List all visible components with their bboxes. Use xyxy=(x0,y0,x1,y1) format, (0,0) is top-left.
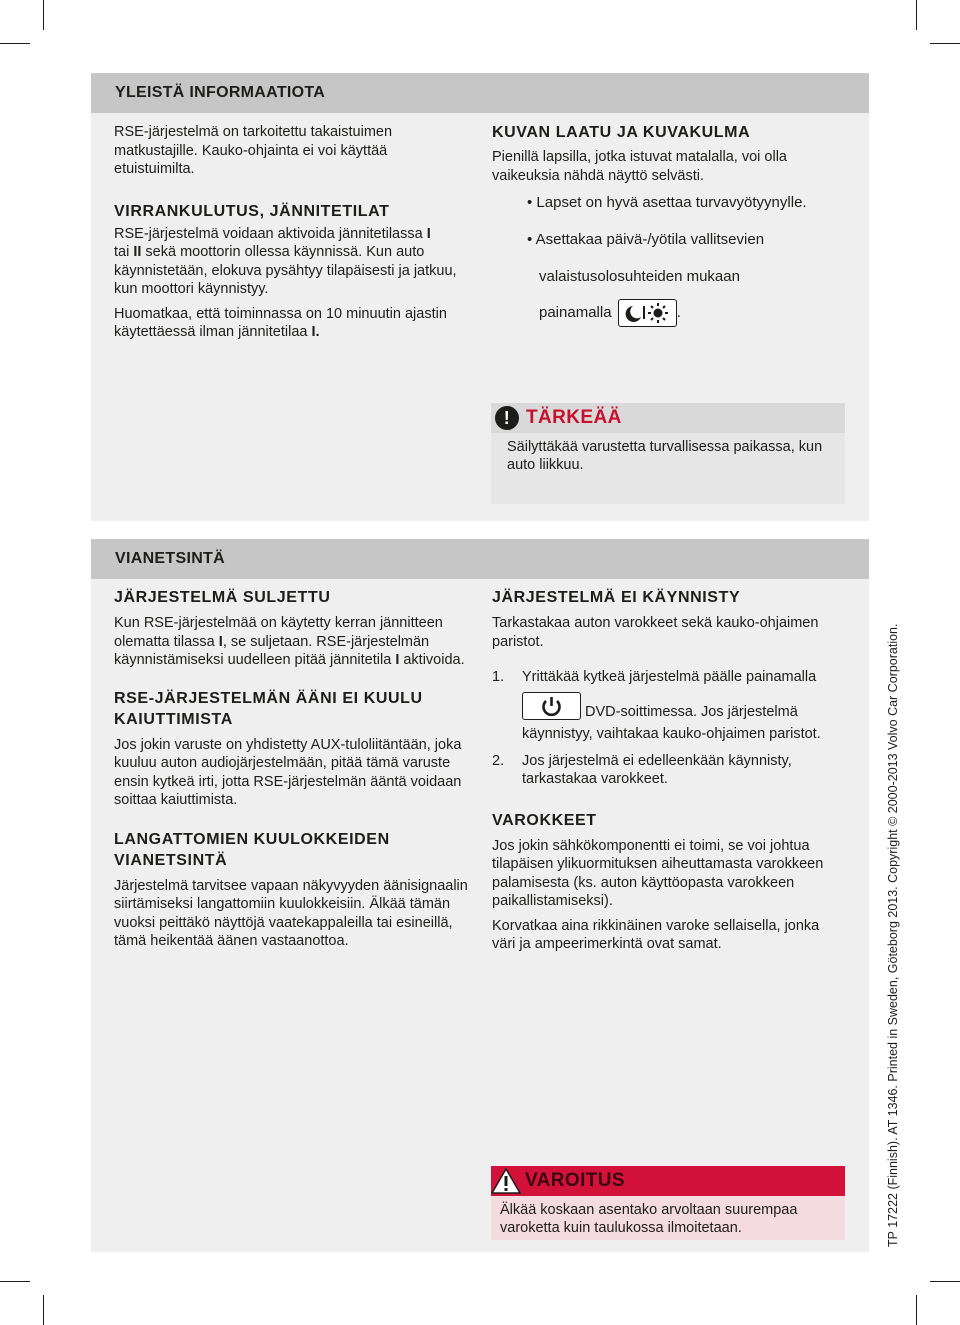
bullet-day-night-press: painamalla . xyxy=(492,299,852,327)
important-title: TÄRKEÄÄ xyxy=(526,407,622,428)
step-1 xyxy=(492,668,844,744)
crop-mark xyxy=(916,1295,917,1325)
no-sound-heading: RSE-JÄRJESTELMÄN ÄÄNI EI KUULU KAIUTTIMISTA xyxy=(114,689,423,728)
bullet-day-night: • Asettakaa päivä-/yötila vallitsevien xyxy=(527,231,765,248)
warning-title: VAROITUS xyxy=(525,1170,625,1191)
bullet-belt-cushion: • Lapset on hyvä asettaa turvavyötyynylle. xyxy=(527,194,807,211)
fuses-heading: VAROKKEET xyxy=(492,811,597,829)
step-1-number: 1. xyxy=(492,669,505,685)
no-sound-text: Jos jokin varuste on yhdistetty AUX-tuloliitäntään, joka kuuluu auton audiojärjestelmään, pitää tämä varuste ensin kytkeä irti, jotta RSE-järjestelmän ääntä voidaan soittaa kaiuttimista. xyxy=(114,736,462,808)
crop-mark xyxy=(43,0,44,30)
warning-triangle-icon xyxy=(491,1168,521,1194)
important-box xyxy=(491,403,845,504)
step-1-text-cont2: käynnistyy, vaihtakaa kauko-ohjaimen paristot. xyxy=(522,726,821,742)
step-2-number: 2. xyxy=(492,752,505,769)
crop-mark xyxy=(930,43,960,44)
intro-text: RSE-järjestelmä on tarkoitettu takaistuimen matkustajille. Kauko-ohjainta ei voi käyttää etuistuimilta. xyxy=(114,124,393,177)
no-start-text: Tarkastakaa auton varokkeet sekä kauko-ohjaimen paristot. xyxy=(492,615,819,650)
power-icon xyxy=(522,692,581,720)
step-2 xyxy=(492,752,844,789)
important-header xyxy=(491,403,845,433)
important-text: Säilyttäkää varustetta turvallisessa paikassa, kun auto liikkuu. xyxy=(507,439,823,473)
system-closed-heading: JÄRJESTELMÄ SULJETTU xyxy=(114,589,331,606)
crop-mark xyxy=(43,1295,44,1325)
day-night-icon xyxy=(618,299,677,327)
step-2-text: Jos järjestelmä ei edelleenkään käynnisty, tarkastakaa varokkeet. xyxy=(522,752,792,787)
wireless-text: Järjestelmä tarvitsee vapaan näkyvyyden äänisignaalin siirtämiseksi langattomiin kuulokkeisiin. Älkää tämän vuoksi peittäkö näyttöjä vaatekappaleilla tai esineillä, tämä heikentää äänen vastaanottoa. xyxy=(114,877,468,949)
wireless-heading: LANGATTOMIEN KUULOKKEIDEN VIANETSINTÄ xyxy=(114,830,390,869)
image-quality-column xyxy=(492,123,852,327)
image-quality-heading: KUVAN LAATU JA KUVAKULMA xyxy=(492,124,751,141)
no-start-heading: JÄRJESTELMÄ EI KÄYNNISTY xyxy=(492,589,741,606)
general-info-heading xyxy=(91,73,869,113)
image-quality-text: Pienillä lapsilla, jotka istuvat matalalla, voi olla vaikeuksia nähdä näyttö selvästi. xyxy=(492,149,787,184)
timer-note: Huomatkaa, että toiminnassa on 10 minuutin ajastin käytettäessä ilman jännitetilaa I. xyxy=(114,305,447,340)
crop-mark xyxy=(0,43,30,44)
crop-mark xyxy=(0,1281,30,1282)
troubleshooting-right-column xyxy=(492,588,844,954)
crop-mark xyxy=(916,0,917,30)
system-closed-text: Kun RSE-järjestelmää on käytetty kerran jännitteen olematta tilassa I, se suljetaan. RSE-järjestelmän käynnistämiseksi uudelleen pitää jännitetila I aktivoida. xyxy=(114,615,465,668)
fuses-text-1: Jos jokin sähkökomponentti ei toimi, se voi johtua tilapäisen ylikuormituksen aiheuttamasta varokkeen palamisesta (ks. auton käyttöopasta varokkeen paikallistamiseksi). xyxy=(492,837,824,909)
warning-text: Älkää koskaan asentako arvoltaan suurempaa varoketta kuin taulukossa ilmoitetaan. xyxy=(500,1202,798,1236)
step-1-text: Yrittäkää kytkeä järjestelmä päälle painamalla xyxy=(522,669,817,685)
general-info-heading-text: YLEISTÄ INFORMAATIOTA xyxy=(115,84,326,101)
troubleshooting-left-column xyxy=(114,588,476,951)
general-info-left-column xyxy=(114,123,474,342)
crop-mark xyxy=(930,1281,960,1282)
bullet-day-night-cont: valaistusolosuhteiden mukaan xyxy=(539,268,740,285)
power-heading: VIRRANKULUTUS, JÄNNITETILAT xyxy=(114,202,390,220)
step-1-text-cont: DVD-soittimessa. Jos järjestelmä xyxy=(522,692,844,722)
warning-header xyxy=(491,1166,845,1196)
power-text: RSE-järjestelmä voidaan aktivoida jännitetilassa I tai II sekä moottorin ollessa käynnissä. Kun auto käynnistetään, elokuva pysähtyy tilapäisesti ja jatkuu, kun moottori käynnistyy. xyxy=(114,225,457,297)
troubleshooting-heading-text: VIANETSINTÄ xyxy=(115,550,225,567)
fuses-text-2: Korvatkaa aina rikkinäinen varoke sellaisella, jonka väri ja ampeerimerkintä ovat samat. xyxy=(492,917,820,952)
copyright-footer: TP 17222 (Finnish). AT 1346. Printed in Sweden, Göteborg 2013. Copyright © 2000-2013 Volvo Car Corporation. xyxy=(886,623,900,1247)
exclamation-circle-icon: ! xyxy=(495,406,519,430)
warning-box xyxy=(491,1166,845,1240)
troubleshooting-heading xyxy=(91,539,869,579)
